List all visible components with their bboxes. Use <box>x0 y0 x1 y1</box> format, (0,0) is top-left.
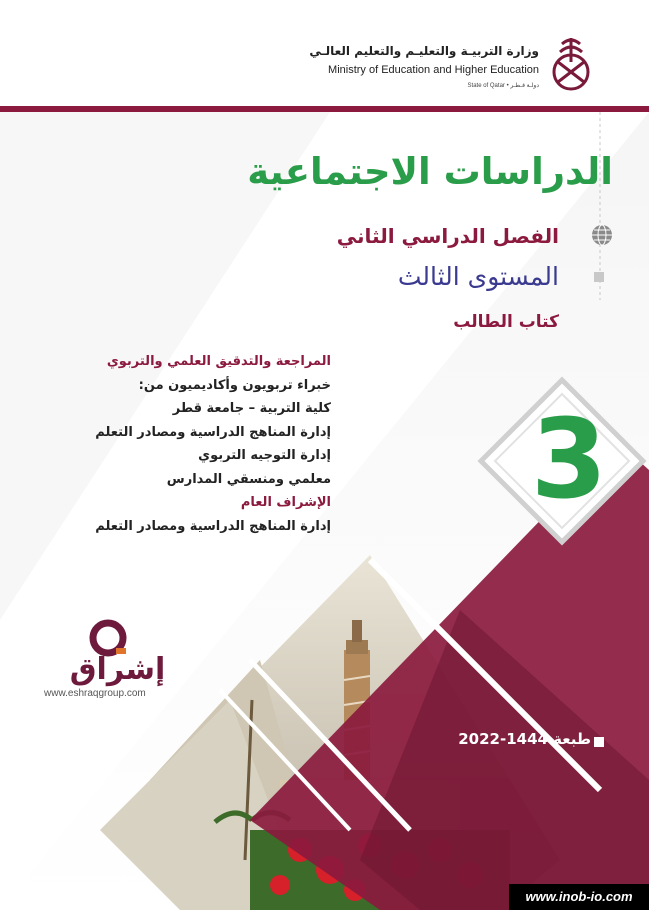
credits-block <box>95 350 331 538</box>
ministry-name-arabic: وزارة التربيـة والتعليـم والتعليم العالـي <box>309 44 539 58</box>
qatar-emblem-icon <box>548 32 594 94</box>
credits-line: إدارة التوجيه التربوي <box>198 448 331 463</box>
edition-bullet <box>594 737 604 747</box>
level-bullet <box>594 272 604 282</box>
credits-line: معلمي ومنسقي المدارس <box>166 471 331 487</box>
credits-line: الإشراف العام <box>240 495 331 510</box>
credits-line: كلية التربية – جامعة قطر <box>172 401 331 416</box>
credits-line: خبراء تربويون وأكاديميون من: <box>138 377 331 393</box>
level-label: المستوى الثالث <box>397 262 559 291</box>
ministry-name-english: Ministry of Education and Higher Education <box>328 64 539 76</box>
credits-line: إدارة المناهج الدراسية ومصادر التعلم <box>95 518 331 534</box>
edition-label: طبعة 1444-2022 <box>458 730 591 748</box>
credits-line: المراجعة والتدقيق العلمي والتربوي <box>106 354 331 369</box>
credits-line: إدارة المناهج الدراسية ومصادر التعلم <box>95 424 331 440</box>
publisher-name: إشراق <box>69 652 166 687</box>
semester-label: الفصل الدراسي الثاني <box>336 224 559 248</box>
book-title: الدراسات الاجتماعية <box>247 150 613 193</box>
state-of-qatar-label: State of Qatar • دولـة قـطـر <box>467 83 539 89</box>
watermark-banner: www.inob-io.com <box>509 884 649 910</box>
globe-icon <box>591 224 613 246</box>
grade-number: 3 <box>530 395 608 523</box>
publisher-url: www.eshraqgroup.com <box>44 688 146 699</box>
book-type-label: كتاب الطالب <box>453 312 559 332</box>
